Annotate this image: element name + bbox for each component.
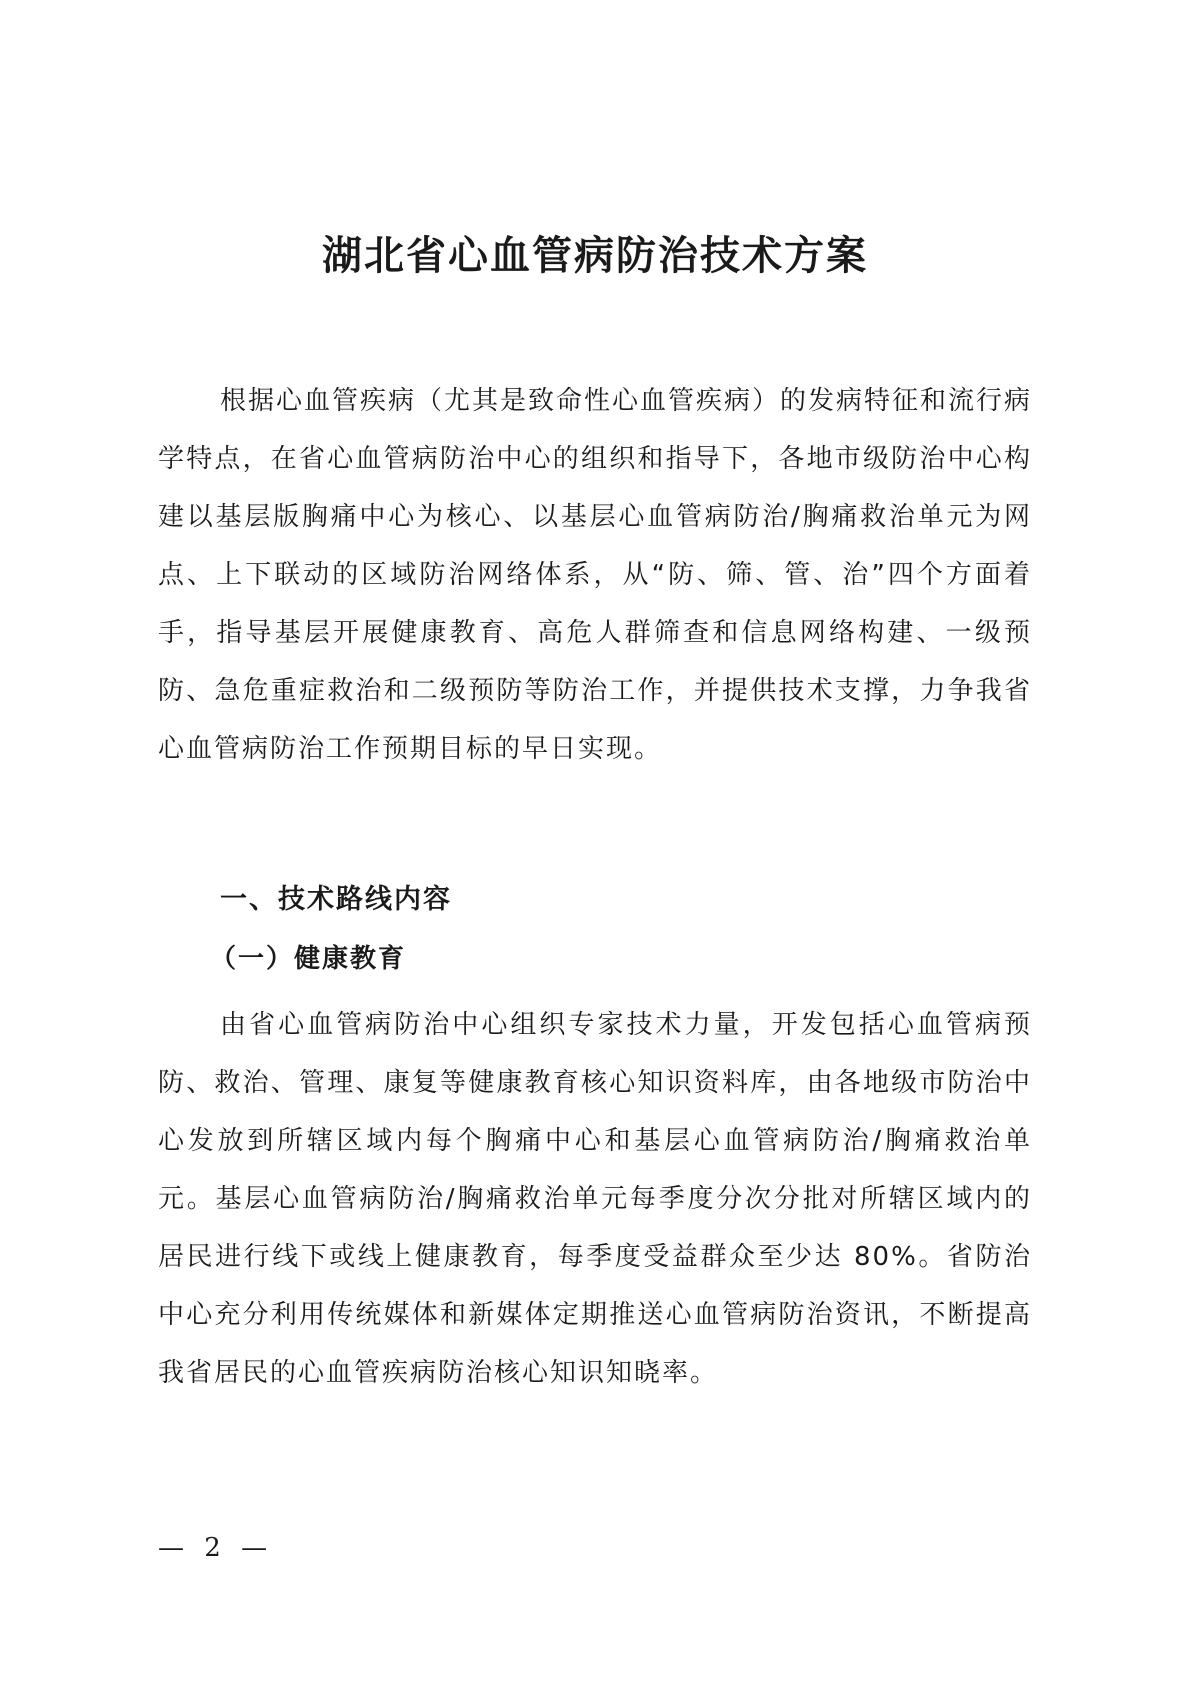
health-education-paragraph: 由省心血管病防治中心组织专家技术力量，开发包括心血管病预防、救治、管理、康复等健康教育核心知识资料库，由各地级市防治中心发放到所辖区域内每个胸痛中心和基层心血管病防治/胸痛救治单元。基层心血管病防治/胸痛救治单元每季度分次分批对所辖区域内的居民进行线下或线上健康教育，每季度受益群众至少达 80%。省防治中心充分利用传统媒体和新媒体定期推送心血管病防治资讯，不断提高我省居民的心血管疾病防治核心知识知晓率。 xyxy=(158,1010,1032,1388)
section-heading-technical-route: 一、技术路线内容 xyxy=(220,884,452,915)
document-title: 湖北省心血管病防治技术方案 xyxy=(322,232,868,279)
intro-paragraph: 根据心血管疾病（尤其是致命性心血管疾病）的发病特征和流行病学特点，在省心血管病防治中心的组织和指导下，各地市级防治中心构建以基层版胸痛中心为核心、以基层心血管病防治/胸痛救治单元为网点、上下联动的区域防治网络体系，从“防、筛、管、治”四个方面着手，指导基层开展健康教育、高危人群筛查和信息网络构建、一级预防、急危重症救治和二级预防等防治工作，并提供技术支撑，力争我省心血管病防治工作预期目标的早日实现。 xyxy=(158,386,1033,764)
page-number: — 2 — xyxy=(158,1533,274,1563)
subsection-heading-health-education: （一）健康教育 xyxy=(210,944,407,974)
